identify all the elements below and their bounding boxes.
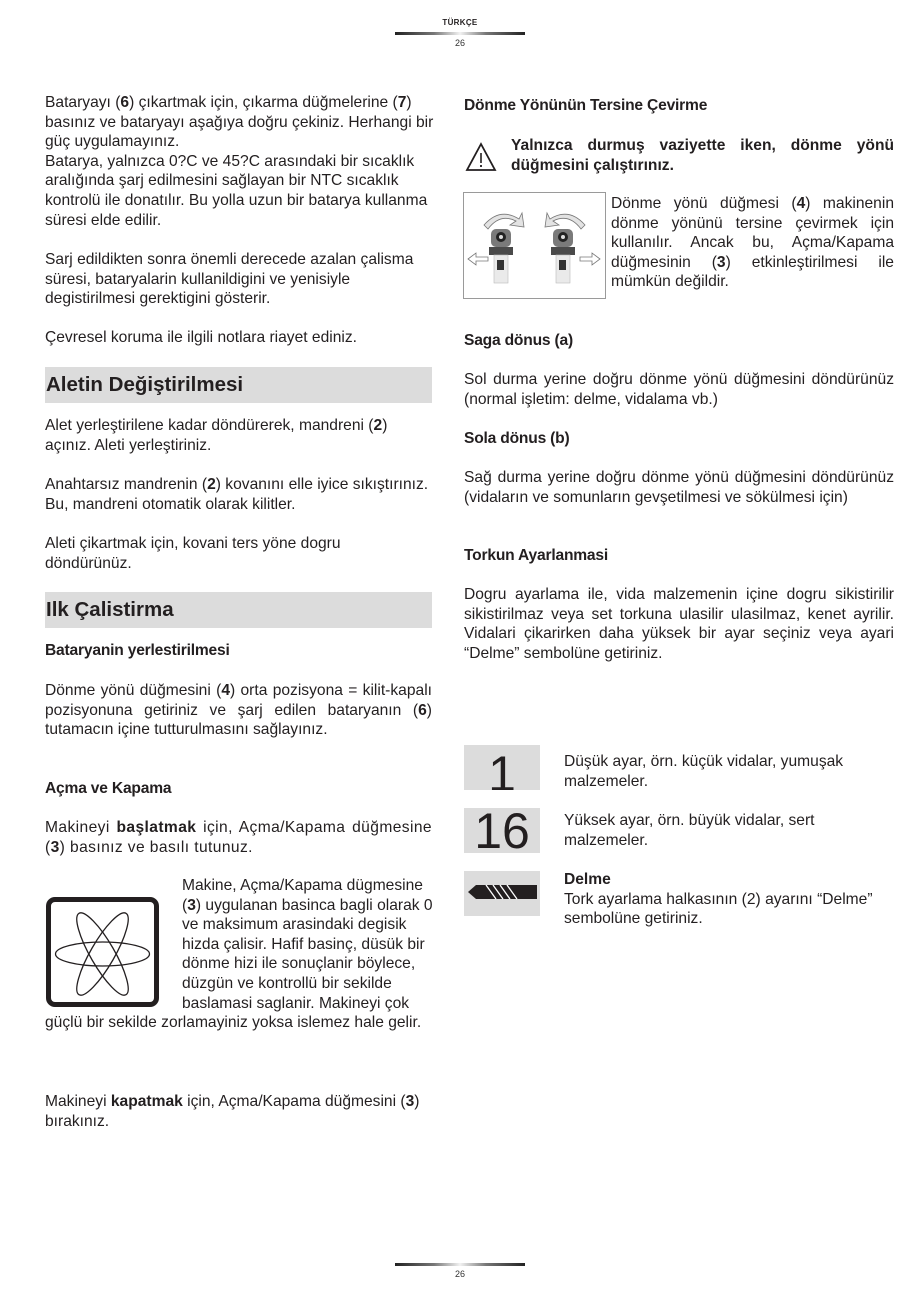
direction-switch-illustration	[463, 192, 606, 299]
environment-note-paragraph: Çevresel koruma ile ilgili notlara riayet ediniz.	[45, 329, 358, 346]
tool-remove-paragraph: Aleti çikartmak için, kovani ters yöne dogru döndürünüz.	[45, 535, 341, 572]
intro-block	[45, 93, 435, 230]
header-rule	[395, 32, 525, 35]
torque-setting-high-text: Yüksek ayar, örn. büyük vidalar, sert malzemeler.	[564, 812, 815, 849]
section-title-tool-change: Aletin Değiştirilmesi	[45, 367, 432, 403]
torque-paragraph: Dogru ayarlama ile, vida malzemenin içine dogru sikistirilir sikistirilmaz veya set torkuna ulasilir ulasilmaz, kenet ayrilir. Vidalari çikarirken daha yüksek bir ayar seçiniz veya ayari “Delme” sembolüne getiriniz.	[464, 586, 894, 662]
right-rotation-heading: Saga dönus (a)	[464, 332, 573, 349]
right-rotation-paragraph: Sol durma yerine doğru dönme yönü düğmesini döndürünüz (normal işletim: delme, vidalama vb.)	[464, 371, 894, 408]
drill-setting-title: Delme	[564, 871, 611, 888]
left-rotation-heading: Sola dönus (b)	[464, 430, 570, 447]
torque-setting-icon-high	[464, 808, 540, 853]
reduced-runtime-paragraph: Sarj edildikten sonra önemli derecede azalan çalisma süresi, bataryalarin kullanildigini ve yenisiyle degistirilmesi gerektigini gösterir.	[45, 251, 414, 308]
battery-insert-heading: Bataryanin yerlestirilmesi	[45, 642, 230, 659]
variable-speed-paragraph: Makine, Açma/Kapama dügmesine (3) uygulanan basinca bagli olarak 0 ve maksimum arasindaki degisik hizda çalisir. Hafif basinç, düsük bir dönme hizi ile sonuçlanir böylece, düzgün ve kontrollü bir sekilde baslamasi saglanir. Makineyi çok güçlü bir sekilde zorlamayiniz yoksa islemez hale gelir.	[45, 877, 433, 1032]
keyless-chuck-paragraph: Anahtarsız mandrenin (2) kovanını elle iyice sıkıştırınız. Bu, mandreni otomatik olarak kilitler.	[45, 476, 429, 513]
torque-setting-low-text: Düşük ayar, örn. küçük vidalar, yumuşak malzemeler.	[564, 753, 844, 790]
battery-insert-paragraph: Dönme yönü düğmesini (4) orta pozisyona = kilit-kapalı pozisyonuna getiriniz ve şarj edilen bataryanın (6) tutamacın içine tutturulmasını sağlayınız.	[45, 682, 432, 739]
atom-symbol-icon	[51, 902, 154, 1002]
variable-speed-atom-icon	[46, 897, 159, 1007]
left-rotation-paragraph: Sağ durma yerine doğru dönme yönü düğmesini döndürünüz (vidaların ve somunların gevşetilmesi ve sökülmesi için)	[464, 469, 894, 506]
header-page-number: 26	[454, 38, 465, 48]
ntc-paragraph: Batarya, yalnızca 0?C ve 45?C arasındaki bir sıcaklık aralığında şarj edilmesini sağlayan bir NTC sıcaklık kontrolü ile donatılır. Bu yolla uzun bir batarya kullanma süresi elde edilir.	[45, 152, 428, 229]
section-title-first-use: Ilk Çalistirma	[45, 592, 432, 628]
footer-page-number: 26	[454, 1269, 465, 1279]
torque-low-label: 1	[488, 746, 516, 790]
drill-setting-block	[564, 870, 894, 929]
drill-bit-icon	[464, 871, 540, 916]
battery-removal-paragraph: Bataryayı (6) çıkartmak için, çıkarma düğmelerine (7) basınız ve bataryayı aşağıya doğru çekiniz. Herhangi bir güç uygulamayınız.	[45, 94, 434, 151]
torque-heading: Torkun Ayarlanmasi	[464, 547, 609, 564]
reverse-switch-paragraph: Dönme yönü düğmesi (4) makinenin dönme yönünü tersine çevirmek için kullanılır. Ancak bu, Açma/Kapama düğmesinin (3) etkinleştirilmesi ile mümkün değildir.	[611, 195, 894, 291]
drill-setting-text: Tork ayarlama halkasının (2) ayarını “Delme” sembolüne getiriniz.	[564, 890, 873, 928]
torque-high-label: 16	[474, 808, 530, 853]
reverse-direction-heading: Dönme Yönünün Tersine Çevirme	[464, 97, 708, 114]
header-language: TÜRKÇE	[442, 18, 478, 27]
torque-setting-icon-low	[464, 745, 540, 790]
tool-insert-paragraph: Alet yerleştirilene kadar döndürerek, mandreni (2) açınız. Aleti yerleştiriniz.	[45, 417, 388, 454]
footer-rule	[395, 1263, 525, 1266]
on-off-heading: Açma ve Kapama	[45, 780, 172, 797]
warning-triangle-icon	[465, 142, 497, 172]
stop-paragraph: Makineyi kapatmak için, Açma/Kapama düğmesini (3) bırakınız.	[45, 1093, 420, 1130]
start-paragraph: Makineyi başlatmak için, Açma/Kapama düğmesine (3) basınız ve basılı tutunuz.	[45, 819, 432, 856]
warning-text: Yalnızca durmuş vaziyette iken, dönme yönü düğmesini çalıştırınız.	[511, 137, 894, 174]
